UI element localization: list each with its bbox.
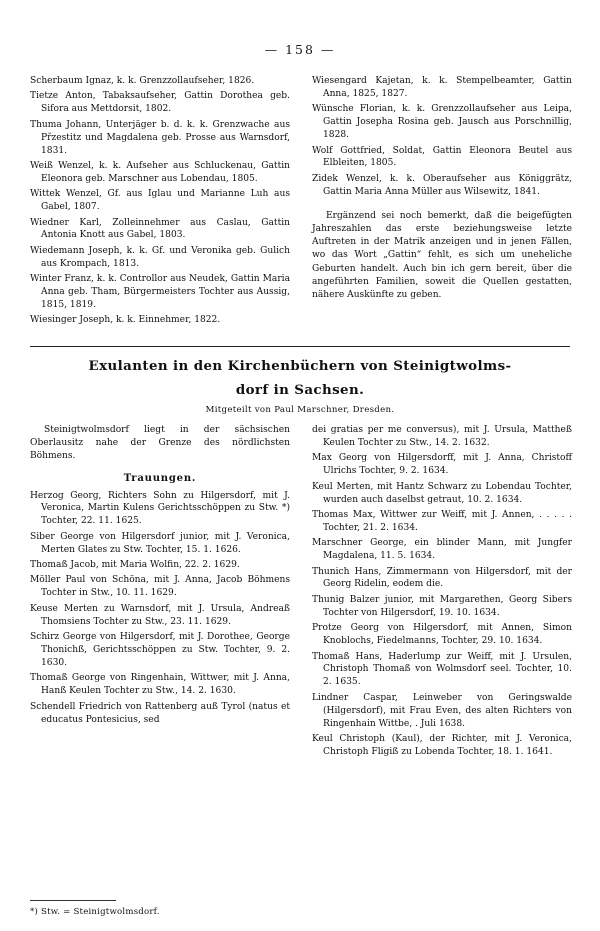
- entry: Wiedemann Joseph, k. k. Gf. und Veronika geb. Gulich aus Krompach, 1813.: [30, 245, 290, 269]
- lower-right-column: [312, 424, 572, 761]
- entry: Wiedner Karl, Zolleinnehmer aus Caslau, Gattin Antonia Knott aus Gabel, 1803.: [30, 217, 290, 241]
- entry: Herzog Georg, Richters Sohn zu Hilgersdorf, mit J. Veronica, Martin Kulens Gerichtsschöppen zu Stw. *) Tochter, 22. 11. 1625.: [30, 490, 290, 527]
- lower-left-column: [30, 424, 290, 761]
- lower-columns: [0, 424, 600, 761]
- footnote-area: [30, 900, 292, 917]
- entry: Tietze Anton, Tabaksaufseher, Gattin Dorothea geb. Sifora aus Mettdorsit, 1802.: [30, 91, 290, 115]
- entry: Thomaß George von Ringenhain, Wittwer, mit J. Anna, Hanß Keulen Tochter zu Stw., 14. 2. 1630.: [30, 673, 290, 697]
- entry: Keul Merten, mit Hantz Schwarz zu Lobendau Tochter, wurden auch daselbst getraut, 10. 2. 1634.: [312, 481, 572, 505]
- entry: Marschner George, ein blinder Mann, mit Jungfer Magdalena, 11. 5. 1634.: [312, 538, 572, 562]
- entry: Thuma Johann, Unterjäger b. d. k. k. Grenzwache aus Přzestitz und Magdalena geb. Prosse aus Warnsdorf, 1831.: [30, 119, 290, 156]
- section-title-line1: Exulanten in den Kirchenbüchern von Steinigtwolms-: [88, 357, 512, 374]
- section-title-line2: dorf in Sachsen.: [235, 381, 365, 398]
- entry: Wünsche Florian, k. k. Grenzzollaufseher aus Leipa, Gattin Josepha Rosina geb. Jausch aus Porschnillig, 1828.: [312, 104, 572, 141]
- document-page: [0, 42, 600, 931]
- entry: Lindner Caspar, Leinweber von Geringswalde (Hilgersdorf), mit Frau Even, des alten Richters von Ringenhain Wittbe, . Juli 1638.: [312, 692, 572, 729]
- top-right-column: [312, 75, 572, 330]
- entry: Zidek Wenzel, k. k. Oberaufseher aus Königgrätz, Gattin Maria Anna Müller aus Wilsewitz, 1841.: [312, 173, 572, 197]
- entry: Scherbaum Ignaz, k. k. Grenzzollaufseher, 1826.: [30, 76, 255, 86]
- entry: Thomas Max, Wittwer zur Weiff, mit J. Annen, . . . . . Tochter, 21. 2. 1634.: [312, 509, 572, 533]
- entry: dei gratias per me conversus), mit J. Ursula, Mattheß Keulen Tochter zu Stw., 14. 2. 1632.: [312, 425, 572, 448]
- entry: Thunich Hans, Zimmermann von Hilgersdorf, mit der Georg Ridelin, eodem die.: [312, 566, 572, 590]
- entry: Schirz George von Hilgersdorf, mit J. Dorothee, George Thonichß, Gerichtsschöppen zu Stw. Tochter, 9. 2. 1630.: [30, 632, 290, 668]
- section-intro: Steinigtwolmsdorf liegt in der sächsischen Oberlausitz nahe der Grenze des nördlichsten Böhmens.: [30, 425, 290, 462]
- entry: Keuse Merten zu Warnsdorf, mit J. Ursula, Andreaß Thomsiens Tochter zu Stw., 23. 11. 1629.: [30, 603, 290, 627]
- entry: Keul Christoph (Kaul), der Richter, mit J. Veronica, Christoph Fligiß zu Lobenda Tochter, 18. 1. 1641.: [312, 733, 572, 757]
- closing-paragraph: Ergänzend sei noch bemerkt, daß die beigefügten Jahreszahlen das erste beziehungsweise letzte Auftreten in der Matrik anzeigen und in jenen Fällen, wo das Wort „Gattin“ fehlt, es sich um uneheliche Geburten handelt. Auch bin ich gern bereit, über die angeführten Familien, soweit die Quellen gestatten, nähere Auskünfte zu geben.: [312, 210, 572, 301]
- top-columns: [0, 75, 600, 330]
- section-byline: Mitgeteilt von Paul Marschner, Dresden.: [205, 405, 395, 415]
- entry: Protze Georg von Hilgersdorf, mit Annen, Simon Knoblochs, Fiedelmanns, Tochter, 29. 10. 1634.: [312, 623, 572, 647]
- section-header: [0, 346, 600, 415]
- entry: Wittek Wenzel, Gf. aus Iglau und Marianne Luh aus Gabel, 1807.: [30, 189, 290, 213]
- entry: Weiß Wenzel, k. k. Aufseher aus Schluckenau, Gattin Eleonora geb. Marschner aus Lobendau, 1805.: [30, 160, 290, 184]
- footnote-divider: [30, 900, 116, 901]
- page-number: — 158 —: [264, 42, 336, 57]
- entry: Siber George von Hilgersdorf junior, mit J. Veronica, Merten Glates zu Stw. Tochter, 15. 1. 1626.: [30, 531, 290, 555]
- section-subhead: Trauungen.: [123, 472, 197, 484]
- entry: Thomaß Jacob, mit Maria Wolfin, 22. 2. 1629.: [30, 560, 240, 571]
- entry: Wolf Gottfried, Soldat, Gattin Eleonora Beutel aus Elbleiten, 1805.: [312, 145, 572, 169]
- entry: Möller Paul von Schöna, mit J. Anna, Jacob Böhmens Tochter in Stw., 10. 11. 1629.: [30, 575, 290, 599]
- entry: Thunig Balzer junior, mit Margarethen, Georg Sibers Tochter von Hilgersdorf, 19. 10. 1634.: [312, 594, 572, 618]
- entry: Wiesinger Joseph, k. k. Einnehmer, 1822.: [30, 315, 221, 326]
- footnote-text: *) Stw. = Steinigtwolmsdorf.: [30, 907, 160, 917]
- top-left-column: [30, 75, 290, 330]
- entry: Thomaß Hans, Haderlump zur Weiff, mit J. Ursulen, Christoph Thomaß von Wolmsdorf seel. Tochter, 10. 2. 1635.: [312, 651, 572, 688]
- entry: Winter Franz, k. k. Controllor aus Neudek, Gattin Maria Anna geb. Tham, Bürgermeisters Tochter aus Aussig, 1815, 1819.: [30, 274, 290, 310]
- entry: Wiesengard Kajetan, k. k. Stempelbeamter, Gattin Anna, 1825, 1827.: [312, 76, 572, 99]
- entry: Schendell Friedrich von Rattenberg auß Tyrol (natus et educatus Pontesicius, sed: [30, 701, 290, 725]
- section-divider: [30, 346, 570, 347]
- entry: Max Georg von Hilgersdorff, mit J. Anna, Christoff Ulrichs Tochter, 9. 2. 1634.: [312, 453, 572, 477]
